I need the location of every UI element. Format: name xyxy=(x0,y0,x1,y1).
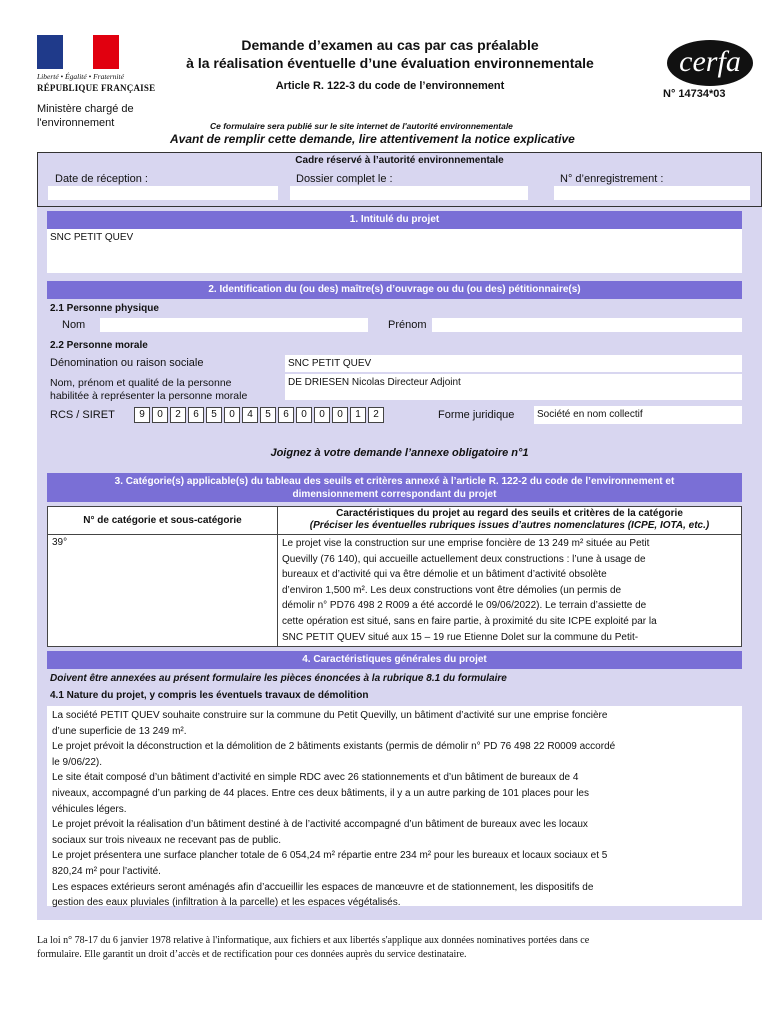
characteristics-cell[interactable] xyxy=(278,535,742,647)
instruction-note: Avant de remplir cette demande, lire attentivement la notice explicative xyxy=(170,132,575,146)
category-cell[interactable]: 39° xyxy=(48,535,278,647)
project-nature-line: Le projet prévoit la déconstruction et la démolition de 2 bâtiments existants (permis de démolir n° PD 76 498 22 R0009 accordé xyxy=(52,741,616,753)
project-nature-line: Les espaces extérieurs seront aménagés afin d’accueillir les espaces de manœuvre et de stationnement, les dispositifs de xyxy=(52,881,594,893)
characteristics-line: Le projet vise la construction sur une emprise foncière de 13 249 m² située au Petit xyxy=(282,538,650,549)
category-table xyxy=(47,506,742,647)
prenom-field[interactable] xyxy=(432,318,742,332)
siret-digit[interactable]: 2 xyxy=(368,407,384,423)
annex-requirement: Joignez à votre demande l’annexe obligatoire n°1 xyxy=(270,447,529,459)
representative-label-line1: Nom, prénom et qualité de la personne xyxy=(50,377,232,389)
section4-header: 4. Caractéristiques générales du projet xyxy=(47,651,742,669)
dossier-complete-field[interactable] xyxy=(290,186,528,200)
project-title-field[interactable]: SNC PETIT QUEV xyxy=(47,229,742,273)
project-nature-line: le 9/06/22). xyxy=(52,756,103,768)
project-nature-line: Le site était composé d’un bâtiment d’activité en simple RDC avec 26 stationnements et d’un bâtiment de bureaux de 4 xyxy=(52,772,579,784)
characteristics-line: démolir n° PD76 498 2 R009 a été accordé le 09/06/2022). Le terrain d’assiette de xyxy=(282,600,647,612)
siret-digit[interactable]: 0 xyxy=(224,407,240,423)
representative-label-line2: habilitée à représenter la personne morale xyxy=(50,390,248,402)
project-nature-line: 820,24 m² pour l’activité. xyxy=(52,865,161,877)
characteristics-line: SNC PETIT QUEV situé aux 15 – 19 rue Etienne Dolet sur la commune du Petit- xyxy=(282,631,639,643)
forme-juridique-field[interactable]: Société en nom collectif xyxy=(534,406,742,424)
prenom-label: Prénom xyxy=(388,319,427,331)
registration-number-label: N° d’enregistrement : xyxy=(560,173,664,185)
form-title xyxy=(175,36,605,72)
siret-digit[interactable]: 0 xyxy=(296,407,312,423)
siret-digit[interactable]: 6 xyxy=(188,407,204,423)
siret-digit[interactable]: 0 xyxy=(332,407,348,423)
cerfa-logo: cerfa xyxy=(667,40,753,86)
representative-field[interactable]: DE DRIESEN Nicolas Directeur Adjoint xyxy=(285,374,742,400)
siret-digit[interactable]: 0 xyxy=(314,407,330,423)
project-nature-line: gestion des eaux pluviales (infiltration à la parcelle) et les espaces végétalisés. xyxy=(52,897,401,909)
section3-title-line2: dimensionnement correspondant du projet xyxy=(292,489,497,500)
siret-digit[interactable]: 5 xyxy=(260,407,276,423)
characteristics-line: Quevilly (76 140), qui accueille actuellement deux constructions : l’une à usage de xyxy=(282,553,646,565)
cerfa-number: N° 14734*03 xyxy=(663,88,726,100)
siret-digit[interactable]: 4 xyxy=(242,407,258,423)
privacy-notice-line2: formulaire. Elle garantit un droit d’accès et de rectification pour ces données auprès du service destinataire. xyxy=(37,949,467,960)
section2-header: 2. Identification du (ou des) maître(s) d’ouvrage ou du (ou des) pétitionnaire(s) xyxy=(47,281,742,299)
republic-name: RÉPUBLIQUE FRANÇAISE xyxy=(37,83,156,93)
rcs-siret-label: RCS / SIRET xyxy=(50,409,115,421)
reception-date-label: Date de réception : xyxy=(55,173,148,185)
reserved-frame xyxy=(37,152,762,207)
siret-digit[interactable]: 0 xyxy=(152,407,168,423)
registration-number-field[interactable] xyxy=(554,186,750,200)
section3-title-line1: 3. Catégorie(s) applicable(s) du tableau des seuils et critères annexé à l’article R. 122-2 du code de l’environnement et xyxy=(114,476,675,487)
reserved-title: Cadre réservé à l’autorité environnementale xyxy=(295,155,504,166)
ministry-label: Ministère chargé de l'environnement xyxy=(37,103,134,129)
project-nature-line: Le projet prévoit la réalisation d’un bâtiment destiné à de l’activité accompagné d’un bâtiment de bureaux avec les locaux xyxy=(52,819,588,831)
project-nature-field[interactable] xyxy=(47,706,742,909)
siret-digit[interactable]: 2 xyxy=(170,407,186,423)
characteristics-header-line1: Caractéristiques du projet au regard des seuils et critères de la catégorie xyxy=(336,508,683,519)
project-nature-line: sociaux sur trois niveaux ne recevant pas de public. xyxy=(52,834,282,846)
form-title-line1: Demande d’examen au cas par cas préalable xyxy=(241,37,539,53)
section3-header xyxy=(47,473,742,502)
siret-digit[interactable]: 9 xyxy=(134,407,150,423)
form-title-line2: à la réalisation éventuelle d’une évaluation environnementale xyxy=(186,55,594,71)
privacy-notice-line1: La loi n° 78-17 du 6 janvier 1978 relative à l'informatique, aux fichiers et aux libertés s'applique aux données nominatives portées dans ce xyxy=(37,935,590,946)
moral-person-heading: 2.2 Personne morale xyxy=(50,340,148,351)
annex-instruction: Doivent être annexées au présent formulaire les pièces énoncées à la rubrique 8.1 du formulaire xyxy=(50,673,507,684)
siret-digit[interactable]: 1 xyxy=(350,407,366,423)
characteristics-line: d’environ 1,500 m². Les deux constructions vont être démolies (un permis de xyxy=(282,584,622,596)
forme-juridique-label: Forme juridique xyxy=(438,409,515,421)
siret-digit[interactable]: 6 xyxy=(278,407,294,423)
reception-date-field[interactable] xyxy=(48,186,278,200)
characteristics-header-line2: (Préciser les éventuelles rubriques issues d’autres nomenclatures (ICPE, IOTA, etc.) xyxy=(309,520,710,531)
siret-field[interactable] xyxy=(134,407,386,423)
privacy-notice xyxy=(37,934,737,962)
project-nature-heading: 4.1 Nature du projet, y compris les éventuels travaux de démolition xyxy=(50,690,369,701)
siret-digit[interactable]: 5 xyxy=(206,407,222,423)
nom-field[interactable] xyxy=(100,318,368,332)
project-nature-text xyxy=(52,708,737,911)
characteristics-text xyxy=(282,536,737,645)
project-nature-line: La société PETIT QUEV souhaite construire sur la commune du Petit Quevilly, un bâtiment d’activité sur une emprise foncière xyxy=(52,710,608,721)
project-nature-line: véhicules légers. xyxy=(52,803,127,815)
nom-label: Nom xyxy=(62,319,86,331)
denomination-field[interactable]: SNC PETIT QUEV xyxy=(285,355,742,372)
characteristics-column-header xyxy=(278,507,742,535)
project-nature-line: d’une superficie de 13 249 m². xyxy=(52,725,187,737)
publication-note: Ce formulaire sera publié sur le site internet de l'autorité environnementale xyxy=(210,121,513,131)
marianne-logo xyxy=(37,35,119,69)
section1-header: 1. Intitulé du projet xyxy=(47,211,742,229)
republic-motto: Liberté • Égalité • Fraternité xyxy=(37,72,124,81)
category-column-header: N° de catégorie et sous-catégorie xyxy=(48,507,278,535)
denomination-label: Dénomination ou raison sociale xyxy=(50,357,204,369)
characteristics-line: cette opération est situé, sans en faire partie, à proximité du site ICPE exploité par la xyxy=(282,615,657,627)
representative-label xyxy=(50,377,247,403)
physical-person-heading: 2.1 Personne physique xyxy=(50,303,159,314)
project-nature-line: niveaux, accompagné d’un parking de 44 places. Entre ces deux bâtiments, il y a un autre parking de 101 places pour les xyxy=(52,787,589,799)
article-reference: Article R. 122-3 du code de l’environnement xyxy=(275,80,505,92)
dossier-complete-label: Dossier complet le : xyxy=(296,173,393,185)
characteristics-line: bureaux et d’activité qui va être démolie et un bâtiment d’activité obsolète xyxy=(282,569,607,581)
project-nature-line: Le projet présentera une surface plancher totale de 6 054,24 m² répartie entre 234 m² pour les bureaux et locaux sociaux et 5 xyxy=(52,850,608,862)
